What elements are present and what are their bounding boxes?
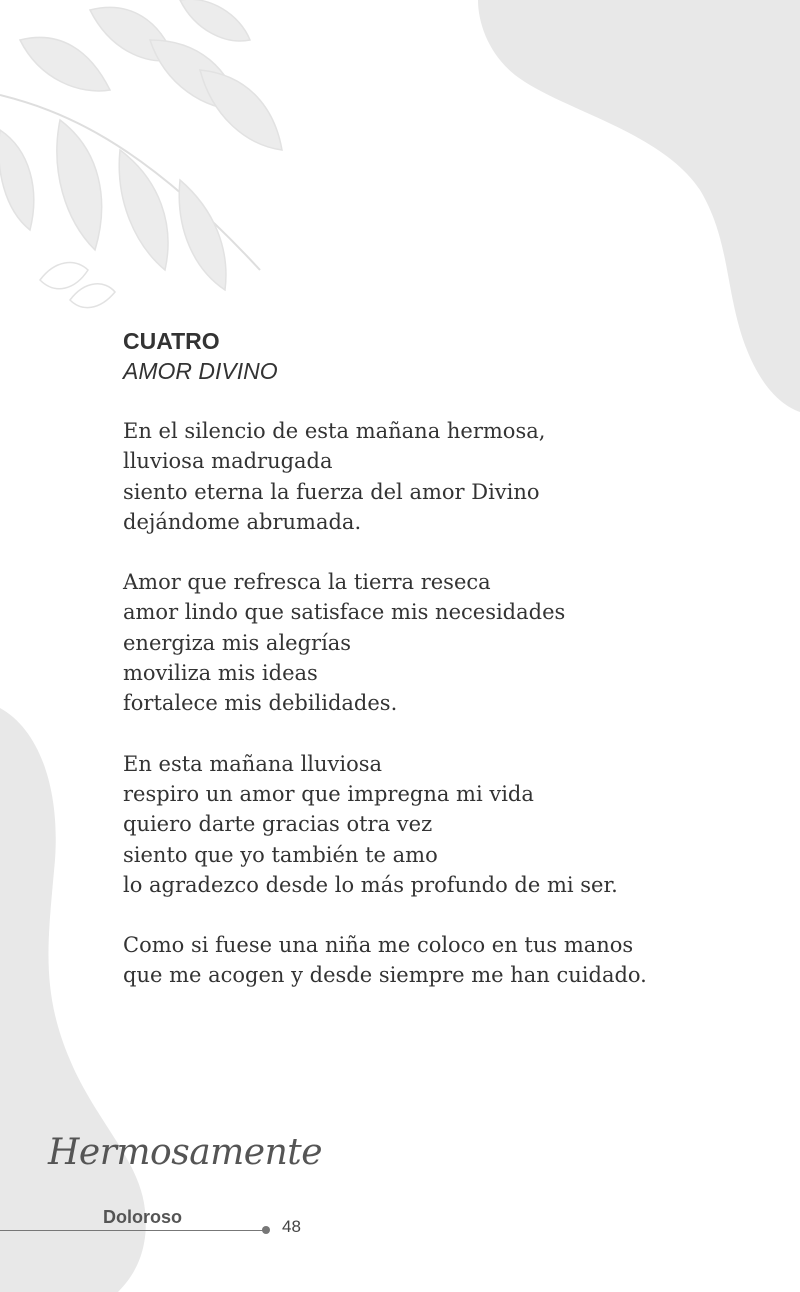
- poem-line: siento eterna la fuerza del amor Divino: [123, 479, 540, 504]
- poem-line: energiza mis alegrías: [123, 630, 352, 655]
- stanza: [123, 416, 743, 537]
- poem-line: siento que yo también te amo: [123, 842, 438, 867]
- poem-line: Amor que refresca la tierra reseca: [123, 570, 491, 595]
- poem-line: moviliza mis ideas: [123, 661, 318, 686]
- leaf-branch-icon: [0, 0, 282, 308]
- page-number: 48: [282, 1217, 301, 1236]
- stanza: [123, 567, 743, 718]
- poem-title: AMOR DIVINO: [123, 358, 278, 384]
- poem-line: fortalece mis debilidades.: [123, 691, 398, 716]
- poem-line: lo agradezco desde lo más profundo de mi ser.: [123, 872, 618, 897]
- brand-subtitle: Doloroso: [103, 1207, 182, 1227]
- poem-line: En esta mañana lluviosa: [123, 751, 383, 776]
- poem-line: En el silencio de esta mañana hermosa,: [123, 419, 546, 443]
- stanza: [123, 749, 743, 900]
- poem-line: Como si fuese una niña me coloco en tus manos: [123, 933, 634, 958]
- poem: [123, 326, 743, 1021]
- chapter-label: CUATRO: [123, 328, 220, 354]
- poem-line: amor lindo que satisface mis necesidades: [123, 600, 566, 625]
- poem-line: dejándome abrumada.: [123, 509, 362, 534]
- brand-script-logo: Hermosamente: [48, 1132, 323, 1173]
- poem-line: quiero darte gracias otra vez: [123, 812, 433, 837]
- footer-rule: [0, 1230, 266, 1231]
- poem-line: lluviosa madrugada: [123, 449, 333, 474]
- poem-line: que me acogen y desde siempre me han cuidado.: [123, 963, 647, 988]
- poem-line: respiro un amor que impregna mi vida: [123, 781, 534, 806]
- footer-dot: [262, 1226, 270, 1234]
- stanza: [123, 930, 743, 991]
